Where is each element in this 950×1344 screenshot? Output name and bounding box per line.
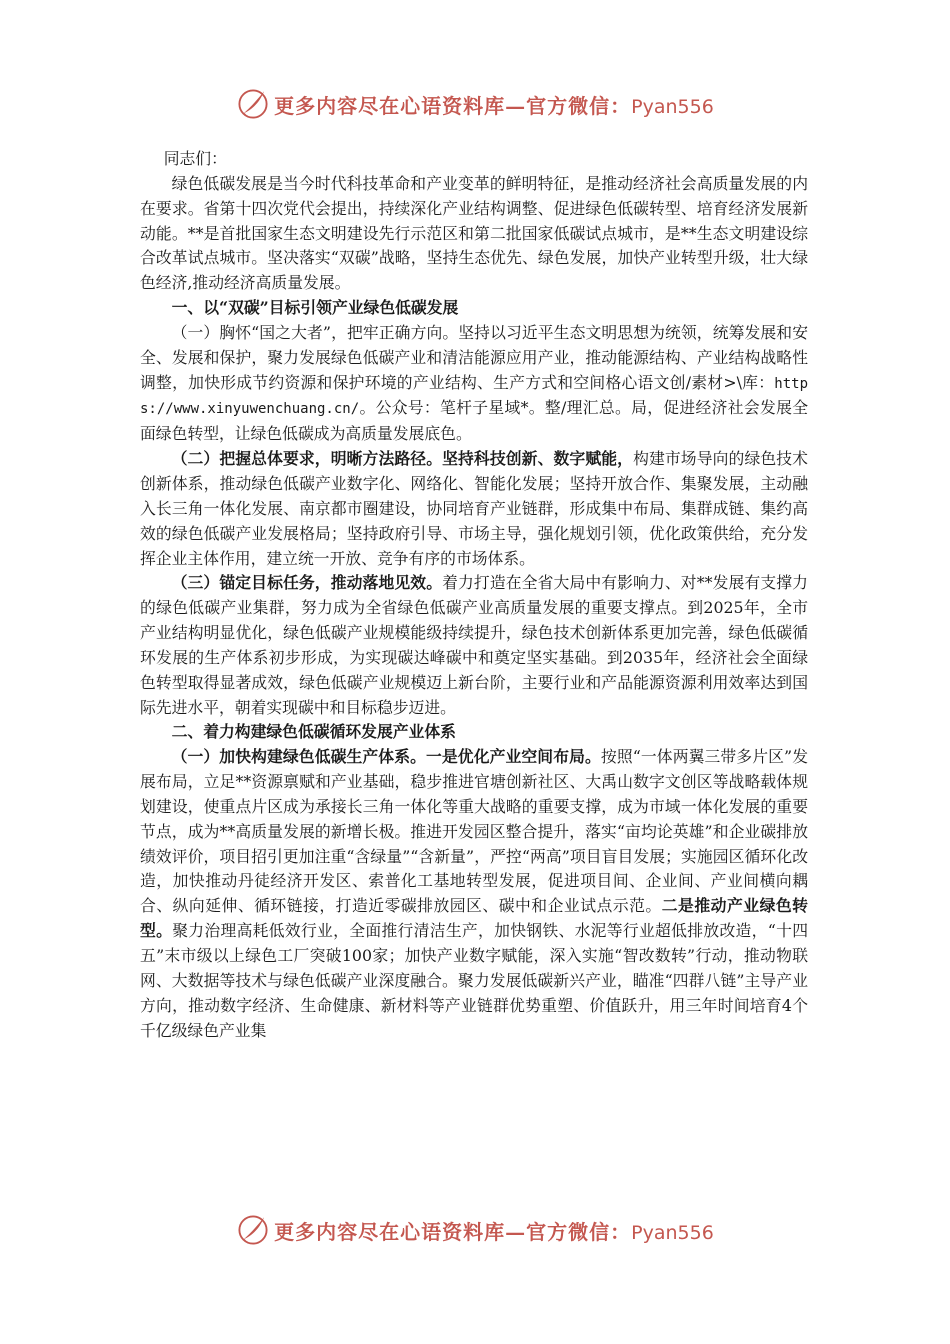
- paragraph-1-3-text: 着力打造在全省大局中有影响力、对**发展有支撑力的绿色低碳产业集群，努力成为全省绿色低碳产业高质量发展的重要支撑点。到2025年，全市产业结构明显优化，绿色低碳产业规模能级持续提升，绿色技术创新体系更加完善，绿色低碳循环发展的生产体系初步形成，为实现碳达峰碳中和奠定坚实基础。到2035年，经济社会全面绿色转型取得显著成效，绿色低碳产业规模迈上新台阶，主要行业和产品能源资源利用效率达到国际先进水平，朝着实现碳中和目标稳步迈进。: [140, 573, 808, 717]
- paragraph-1-3: [140, 571, 808, 720]
- paragraph-2-1: [140, 745, 808, 1043]
- paragraph-2-1-text: 按照“一体两翼三带多片区”发展布局，立足**资源禀赋和产业基础，稳步推进官塘创新社区、大禹山数字文创区等战略载体规划建设，使重点片区成为承接长三角一体化等重大战略的重要支撑，成为市域一体化发展的重要节点，成为**高质量发展的新增长极。推进开发园区整合提升，落实“亩均论英雄”和企业碳排放绩效评价，项目招引更加注重“含绿量”“含新量”，严控“两高”项目盲目发展；实施园区循环化改造，加快推动丹徒经济开发区、索普化工基地转型发展，促进项目间、企业间、产业间横向耦合、纵向延伸、循环链接，打造近零碳排放园区、碳中和企业试点示范。: [140, 747, 808, 916]
- paragraph-1-1-text-a: （一）胸怀“国之大者”，把牢正确方向。坚持以习近平生态文明思想为统领，统筹发展和安全、发展和保护，聚力发展绿色低碳产业和清洁能源应用产业，推动能源结构、产业结构战略性调整，加快形成节约资源和保护环境的产业结构、生产方式和空间格心语文创/素材>\库：: [140, 322, 808, 392]
- paragraph-2-1-text-2: 聚力治理高耗低效行业，全面推行清洁生产，加快钢铁、水泥等行业超低排放改造，“十四五”末市级以上绿色工厂突破100家；加快产业数字赋能，深入实施“智改数转”行动，推动物联网、大数据等技术与绿色低碳产业深度融合。聚力发展低碳新兴产业，瞄准“四群八链”主导产业方向，推动数字经济、生命健康、新材料等产业链群优势重塑、价值跃升，用三年时间培育4个千亿级绿色产业集: [140, 921, 808, 1040]
- paragraph-1-2: [140, 447, 808, 571]
- section-heading-1: 一、以“双碳”目标引领产业绿色低碳发展: [171, 298, 459, 318]
- paragraph-1-2-lead: （二）把握总体要求，明晰方法路径。坚持科技创新、数字赋能，: [171, 449, 634, 469]
- banner-wechat-id: Pyan556: [631, 95, 714, 118]
- greeting: 同志们：: [163, 149, 227, 168]
- header-banner: [0, 84, 950, 124]
- paragraph-2-1-lead: （一）加快构建绿色低碳生产体系。一是优化产业空间布局。: [171, 747, 601, 767]
- banner-text: 更多内容尽在心语资料库—官方微信：Pyan556: [274, 1219, 714, 1244]
- paragraph-1-1: [140, 321, 808, 447]
- document-body: [140, 147, 808, 1043]
- footer-banner: [0, 1210, 950, 1250]
- paragraph-1-3-lead: （三）锚定目标任务，推动落地见效。: [171, 573, 443, 593]
- website-url: https://www.xinyuwenchuang.cn/: [140, 375, 808, 418]
- section-heading-2: 二、着力构建绿色低碳循环发展产业体系: [171, 722, 456, 742]
- quill-logo-icon: [236, 1213, 270, 1247]
- paragraph-1-1-text-b: 。公众号：笔杆子星域*。整/理汇总。局，促进经济社会发展全面绿色转型，让绿色低碳成为高质量发展底色。: [140, 398, 808, 444]
- paragraph-1-2-text: 构建市场导向的绿色技术创新体系，推动绿色低碳产业数字化、网络化、智能化发展；坚持开放合作、集聚发展，主动融入长三角一体化发展、南京都市圈建设，协同培育产业链群，形成集中布局、集群成链、集约高效的绿色低碳产业发展格局；坚持政府引导、市场主导，强化规划引领，优化政策供给，充分发挥企业主体作用，建立统一开放、竞争有序的市场体系。: [140, 449, 808, 568]
- banner-wechat-id: Pyan556: [631, 1221, 714, 1244]
- intro-paragraph: 绿色低碳发展是当今时代科技革命和产业变革的鲜明特征，是推动经济社会高质量发展的内在要求。省第十四次党代会提出，持续深化产业结构调整、促进绿色低碳转型、培育经济发展新动能。**是首批国家生态文明建设先行示范区和第二批国家低碳试点城市，是**生态文明建设综合改革试点城市。坚决落实“双碳”战略，坚持生态优先、绿色发展，加快产业转型升级，壮大绿色经济,推动经济高质量发展。: [140, 173, 808, 293]
- quill-logo-icon: [236, 87, 270, 121]
- banner-text: 更多内容尽在心语资料库—官方微信：Pyan556: [274, 93, 714, 118]
- paragraph-2-1-lead-2: 二是推动产业绿色转型。: [140, 896, 808, 941]
